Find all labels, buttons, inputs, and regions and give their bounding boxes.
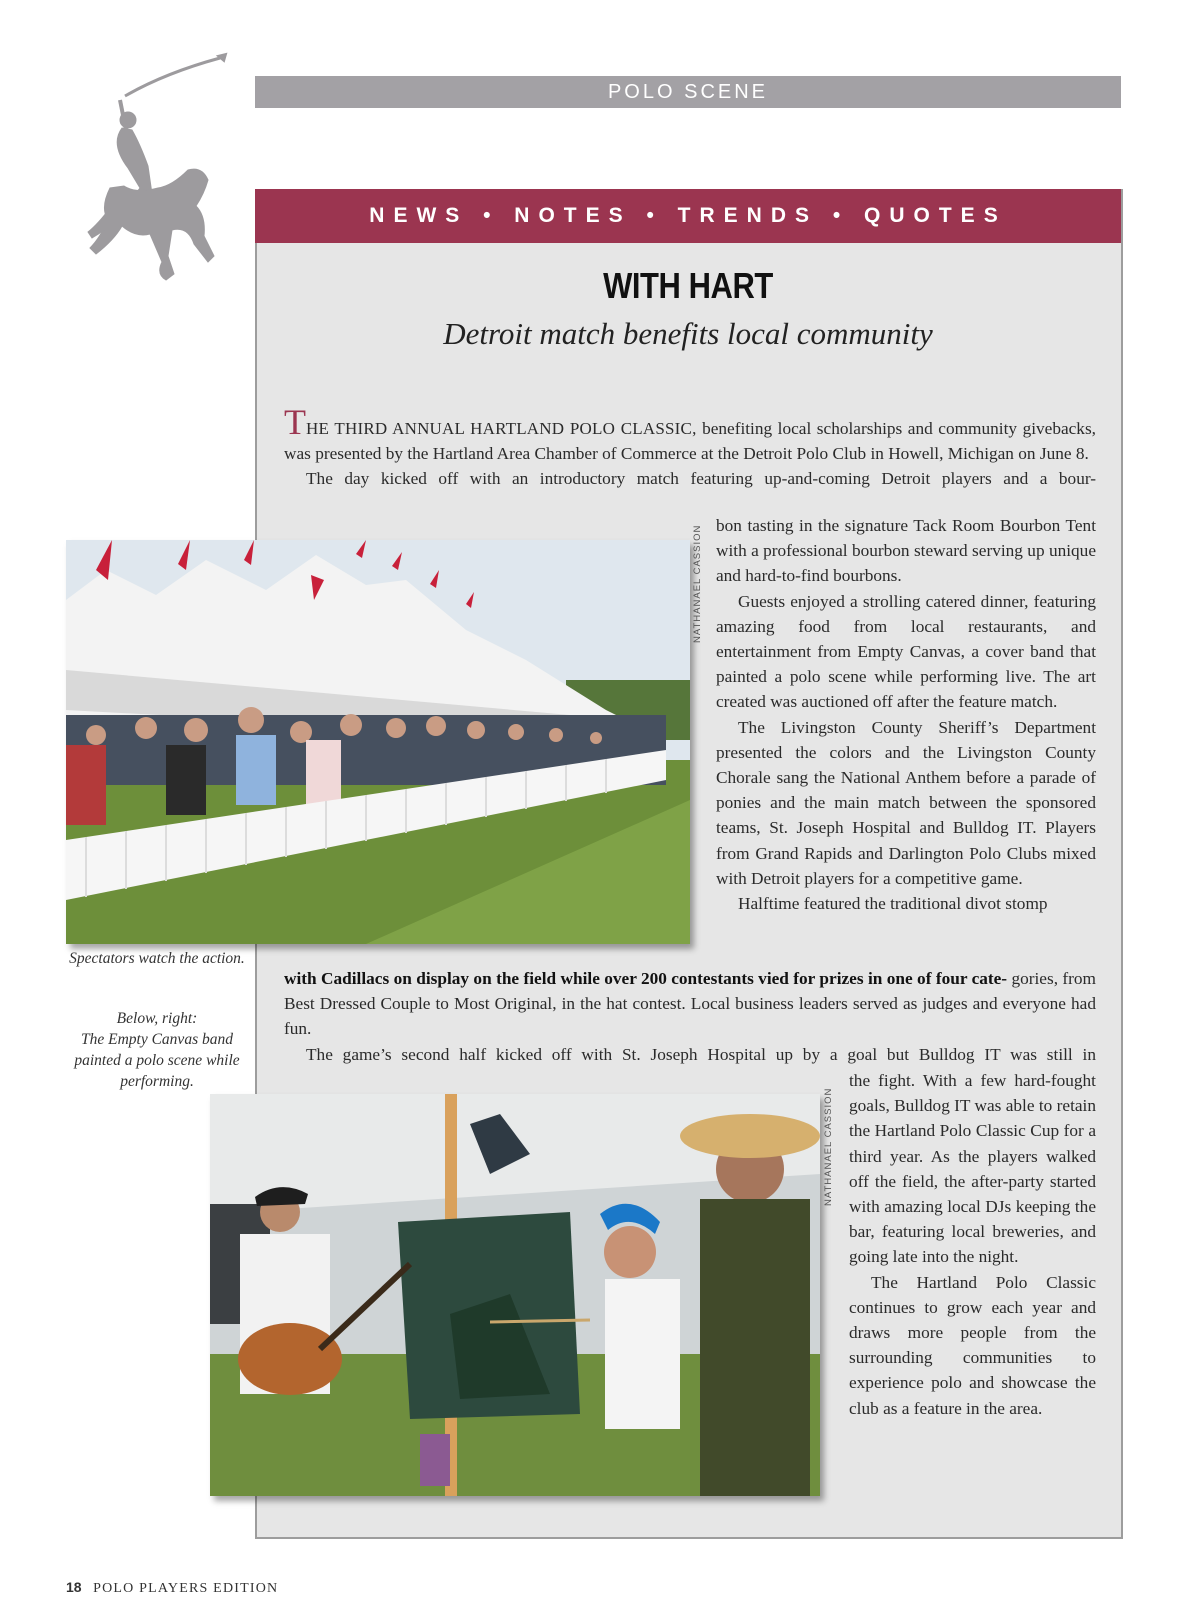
lead-in: HE THIRD ANNUAL HARTLAND POLO CLASSIC, bbox=[306, 419, 697, 438]
publication-name: POLO PLAYERS EDITION bbox=[93, 1581, 279, 1596]
photo-credit-1: NATHANAEL CASSION bbox=[692, 524, 703, 643]
paragraph-5-bold: with Cadillacs on display on the field while over 200 contestants vied for prizes in one of four cate- bbox=[284, 969, 1008, 988]
band-painting-photo bbox=[210, 1094, 820, 1496]
paragraph-3: Guests enjoyed a strolling catered dinner, featuring amazing food from local restaurants, and entertainment from Empty Canvas, a cover band that painted a polo scene while performing live. The art created was auctioned off after the feature match. bbox=[716, 591, 1096, 712]
paragraph-2-start: The day kicked off with an introductory match featuring up-and-coming Detroit players and a bour- bbox=[306, 469, 1096, 489]
paragraph-7: The Hartland Polo Classic continues to grow each year and draws more people from the surrounding communities to experience polo and showcase the club as a feature in the area. bbox=[849, 1272, 1096, 1418]
polo-player-logo bbox=[70, 48, 230, 298]
caption-2-text: The Empty Canvas band painted a polo scene while performing. bbox=[74, 1031, 240, 1090]
paragraph-6-start: The game’s second half kicked off with St. Joseph Hospital up by a goal but Bulldog IT was still in bbox=[306, 1044, 1096, 1064]
paragraph-1 bbox=[284, 402, 1096, 466]
article-intro bbox=[284, 402, 1096, 492]
page-footer bbox=[66, 1579, 278, 1597]
paragraph-6-cont: the fight. With a few hard-fought goals, Bulldog IT was able to retain the Hartland Polo Classic Cup for a third year. As the players walked off the field, the after-party started with amazing local DJs keeping the bar, featuring local breweries, and going late into the night. bbox=[849, 1071, 1096, 1267]
drop-cap: T bbox=[284, 402, 306, 442]
photo-credit-2: NATHANAEL CASSION bbox=[823, 1087, 834, 1206]
caption-1: Spectators watch the action. bbox=[69, 950, 245, 967]
caption-2-intro: Below, right: bbox=[116, 1010, 198, 1027]
article-subtitle: Detroit match benefits local community bbox=[443, 316, 933, 351]
paragraph-5-start: Halftime featured the traditional divot stomp bbox=[738, 894, 1048, 914]
paragraph-5-rest: gories, from Best Dressed Couple to Most Original, in the hat contest. Local business leaders served as judges and everyone had fun. bbox=[284, 969, 1096, 1039]
article-title: WITH HART bbox=[603, 265, 773, 306]
article-column-upper bbox=[716, 513, 1096, 916]
caption-spectators bbox=[66, 948, 248, 969]
section-header: POLO SCENE bbox=[255, 76, 1121, 108]
news-banner: NEWS • NOTES • TRENDS • QUOTES bbox=[255, 189, 1121, 243]
paragraph-4: The Livingston County Sheriff’s Department presented the colors and the Livingston County Chorale sang the National Anthem before a parade of ponies and the main match between the sponsored teams, St. Joseph Hospital and Bulldog IT. Players from Grand Rapids and Darlington Polo Clubs mixed with Detroit players for a competitive game. bbox=[716, 717, 1096, 888]
paragraph-2-cont: bon tasting in the signature Tack Room Bourbon Tent with a professional bourbon steward serving up unique and hard-to-find bourbons. bbox=[716, 516, 1096, 586]
article-column-lower bbox=[849, 1068, 1096, 1421]
spectators-photo bbox=[66, 540, 690, 944]
page-number: 18 bbox=[66, 1579, 82, 1595]
article-middle bbox=[284, 966, 1096, 1067]
paragraph-5 bbox=[284, 966, 1096, 1042]
lead-text: benefiting local scholarships and community givebacks, was presented by the Hartland Area Chamber of Commerce at the Detroit Polo Club in Howell, Michigan on June 8. bbox=[284, 419, 1096, 464]
caption-band bbox=[66, 1008, 248, 1092]
